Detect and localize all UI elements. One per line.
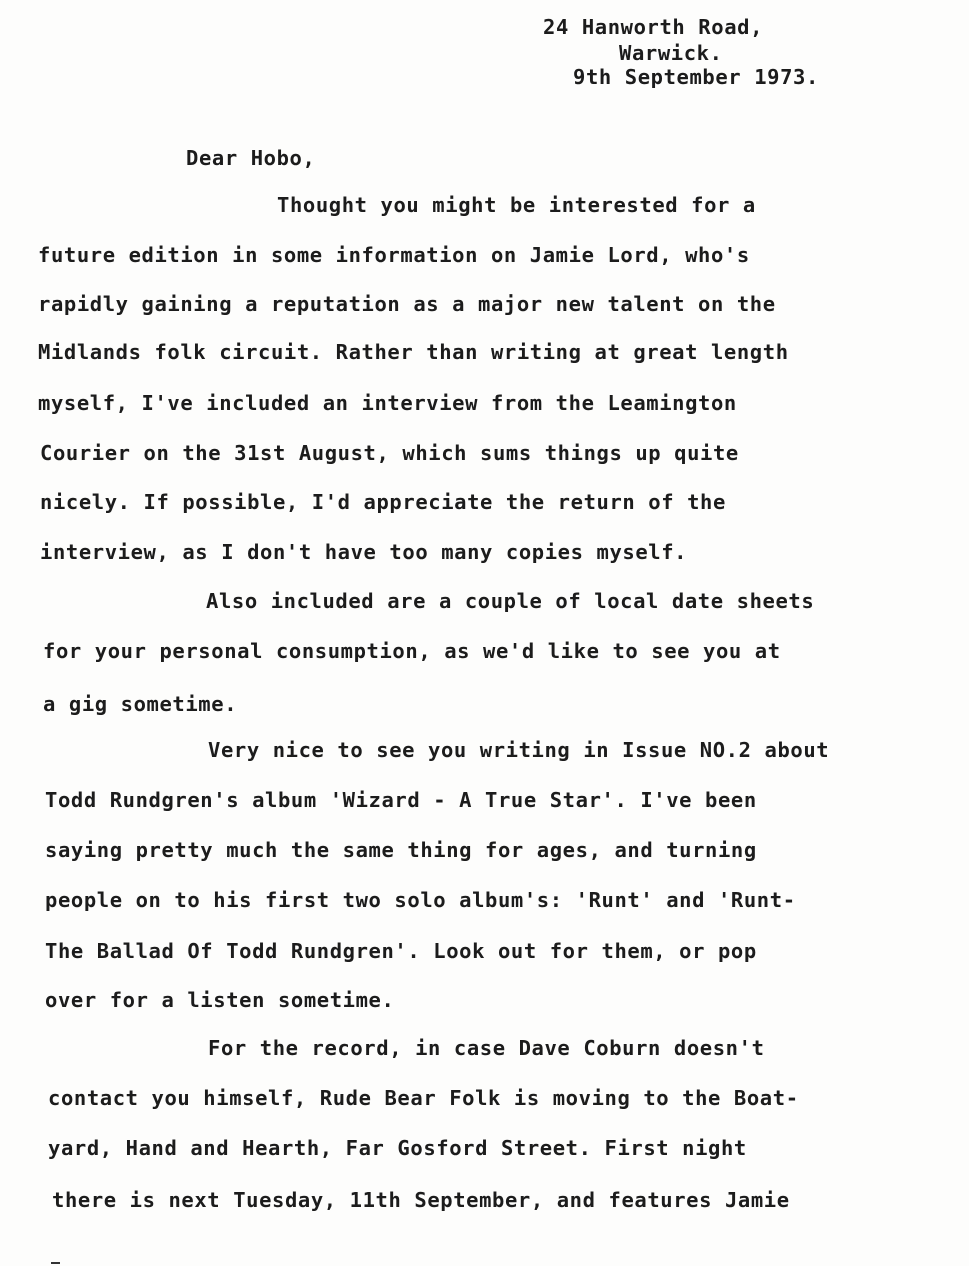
body-line: rapidly gaining a reputation as a major new talent on the — [38, 292, 776, 316]
letter-date: 9th September 1973. — [573, 65, 819, 89]
address-street: 24 Hanworth Road, — [543, 15, 764, 39]
body-line: Courier on the 31st August, which sums things up quite — [40, 441, 739, 465]
body-line: future edition in some information on Jamie Lord, who's — [38, 243, 750, 267]
body-line: over for a listen sometime. — [45, 988, 395, 1012]
body-line: saying pretty much the same thing for ages, and turning — [45, 838, 757, 862]
body-line: for your personal consumption, as we'd like to see you at — [43, 639, 781, 663]
body-line: Also included are a couple of local date sheets — [206, 589, 815, 613]
body-line: there is next Tuesday, 11th September, and features Jamie — [52, 1188, 790, 1212]
body-line: For the record, in case Dave Coburn doesn't — [208, 1036, 765, 1060]
body-line: Todd Rundgren's album 'Wizard - A True Star'. I've been — [45, 788, 757, 812]
body-line: a gig sometime. — [43, 692, 238, 716]
body-line: Midlands folk circuit. Rather than writing at great length — [38, 340, 789, 364]
ink-mark — [51, 1262, 60, 1264]
body-line: myself, I've included an interview from the Leamington — [38, 391, 737, 415]
body-line: The Ballad Of Todd Rundgren'. Look out for them, or pop — [45, 939, 757, 963]
body-line: yard, Hand and Hearth, Far Gosford Street. First night — [48, 1136, 747, 1160]
body-line: Thought you might be interested for a — [277, 193, 756, 217]
body-line: contact you himself, Rude Bear Folk is moving to the Boat- — [48, 1086, 799, 1110]
body-line: nicely. If possible, I'd appreciate the return of the — [40, 490, 726, 514]
salutation: Dear Hobo, — [186, 146, 316, 170]
body-line: people on to his first two solo album's: 'Runt' and 'Runt- — [45, 888, 796, 912]
body-line: interview, as I don't have too many copies myself. — [40, 540, 688, 564]
address-town: Warwick. — [619, 41, 723, 65]
body-line: Very nice to see you writing in Issue NO.2 about — [208, 738, 830, 762]
